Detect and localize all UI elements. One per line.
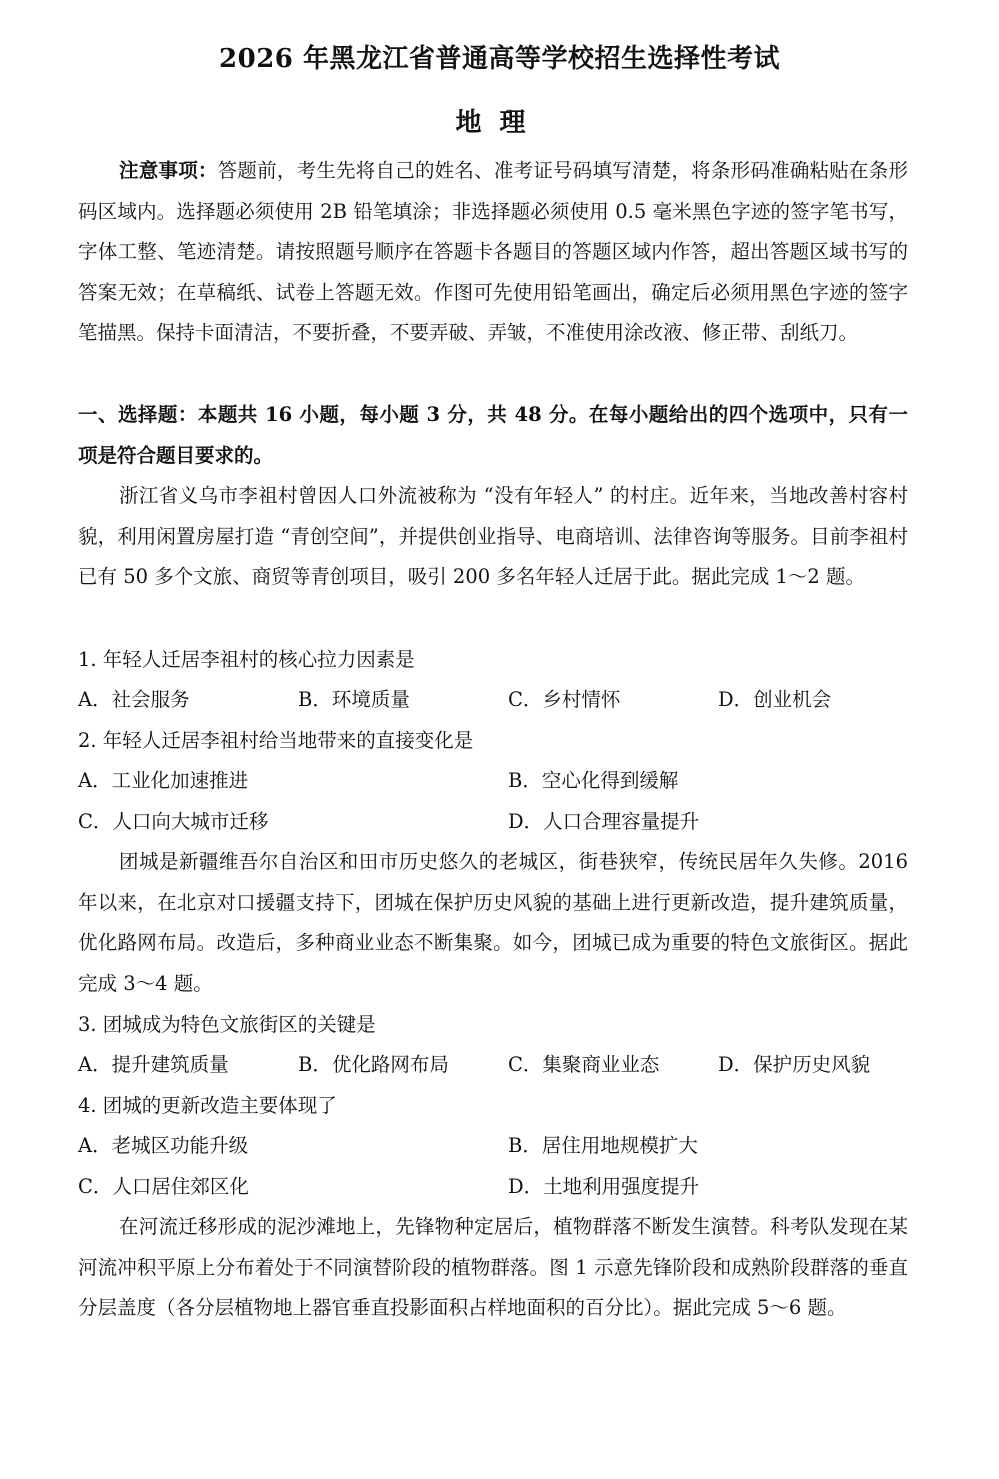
section-heading: 一、选择题：本题共 16 小题，每小题 3 分，共 48 分。在每小题给出的四个选项中，只有一项是符合题目要求的。: [78, 403, 908, 467]
q1-option-a: A．社会服务: [78, 688, 190, 711]
passage-1: 浙江省义乌市李祖村曾因人口外流被称为 “没有年轻人” 的村庄。近年来，当地改善村容村貌，利用闲置房屋打造 “青创空间”，并提供创业指导、电商培训、法律咨询等服务。目前李祖村已有 50 多个文旅、商贸等青创项目，吸引 200 多名年轻人迁居于此。据此完成 1～2 题。: [78, 484, 908, 589]
q2-option-a: A．工业化加速推进: [78, 769, 249, 792]
question-4-stem: 4. 团城的更新改造主要体现了: [78, 1094, 337, 1117]
passage-2: 团城是新疆维吾尔自治区和田市历史悠久的老城区，街巷狭窄，传统民居年久失修。2016 年以来，在北京对口援疆支持下，团城在保护历史风貌的基础上进行更新改造，提升建筑质量，优化路网布局。改造后，多种商业业态不断集聚。如今，团城已成为重要的特色文旅街区。据此完成 3～4 题。: [78, 850, 908, 995]
q3-option-b: B．优化路网布局: [298, 1053, 449, 1076]
notice-paragraph: [78, 151, 908, 354]
question-1-stem: 1. 年轻人迁居李祖村的核心拉力因素是: [78, 648, 415, 671]
q2-option-d: D．人口合理容量提升: [508, 810, 700, 833]
question-2-stem: 2. 年轻人迁居李祖村给当地带来的直接变化是: [78, 729, 474, 752]
q4-option-a: A．老城区功能升级: [78, 1134, 249, 1157]
q2-option-c: C．人口向大城市迁移: [78, 810, 269, 833]
q3-option-d: D．保护历史风貌: [718, 1053, 871, 1076]
q3-option-c: C．集聚商业业态: [508, 1053, 660, 1076]
q1-option-b: B．环境质量: [298, 688, 410, 711]
q4-option-c: C．人口居住郊区化: [78, 1175, 249, 1198]
q1-option-d: D．创业机会: [718, 688, 832, 711]
q2-option-b: B．空心化得到缓解: [508, 769, 679, 792]
passage-3: 在河流迁移形成的泥沙滩地上，先锋物种定居后，植物群落不断发生演替。科考队发现在某河流冲积平原上分布着处于不同演替阶段的植物群落。图 1 示意先锋阶段和成熟阶段群落的垂直分层盖度（各分层植物地上器官垂直投影面积占样地面积的百分比）。据此完成 5～6 题。: [78, 1215, 908, 1320]
question-3-stem: 3. 团城成为特色文旅街区的关键是: [78, 1013, 376, 1036]
subject-title: 地理: [455, 108, 544, 138]
exam-title: 2026 年黑龙江省普通高等学校招生选择性考试: [219, 44, 780, 74]
notice-text: 答题前，考生先将自己的姓名、准考证号码填写清楚，将条形码准确粘贴在条形码区域内。选择题必须使用 2B 铅笔填涂；非选择题必须使用 0.5 毫米黑色字迹的签字笔书写，字体工整、笔迹清楚。请按照题号顺序在答题卡各题目的答题区域内作答，超出答题区域书写的答案无效；在草稿纸、试卷上答题无效。作图可先使用铅笔画出，确定后必须用黑色字迹的签字笔描黑。保持卡面清洁，不要折叠，不要弄破、弄皱，不准使用涂改液、修正带、刮纸刀。: [78, 159, 908, 345]
q1-option-c: C．乡村情怀: [508, 688, 621, 711]
q3-option-a: A．提升建筑质量: [78, 1053, 229, 1076]
q4-option-d: D．土地利用强度提升: [508, 1175, 700, 1198]
notice-label: 注意事项：: [119, 159, 218, 182]
q4-option-b: B．居住用地规模扩大: [508, 1134, 698, 1157]
